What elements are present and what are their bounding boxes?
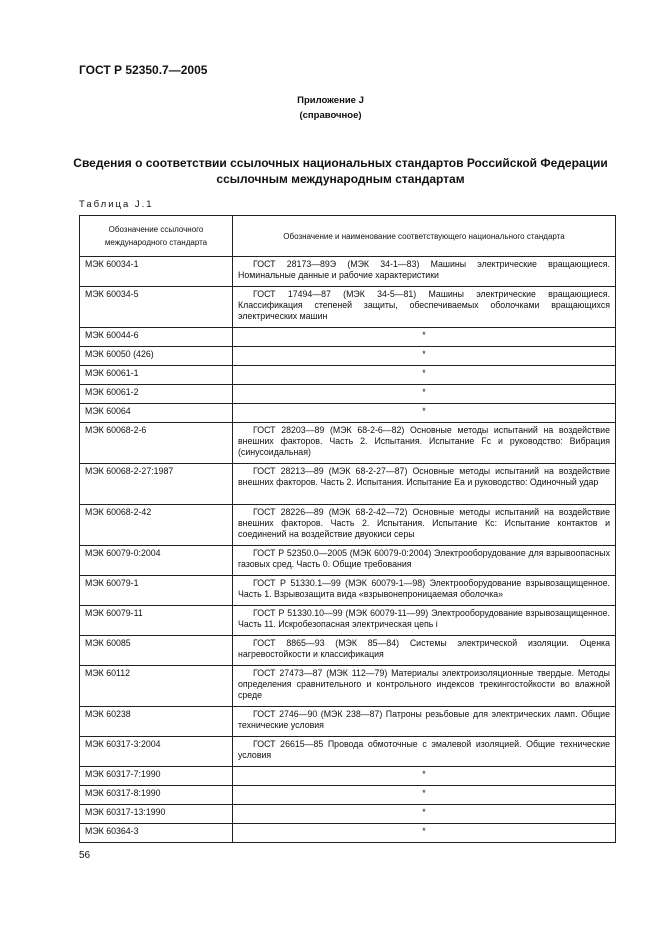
reference-table — [79, 215, 616, 843]
header-col1-line-1: Обозначение ссылочного — [108, 225, 204, 234]
table-row — [80, 328, 616, 347]
header-national-standard: Обозначение и наименование соответствующего национального стандарта — [233, 216, 616, 257]
section-title-line-1: Сведения о соответствии ссылочных национальных стандартов Российской Федерации — [73, 156, 608, 170]
section-title — [60, 155, 621, 187]
table-header-row — [80, 216, 616, 257]
national-standard: ГОСТ 28203—89 (МЭК 68-2-6—82) Основные методы испытаний на воздействие внешних факторов. Часть 2. Испытания. Испытание Fc и руководство: Вибрация (синусоидальная) — [233, 423, 616, 464]
table-row — [80, 423, 616, 464]
table-row — [80, 737, 616, 767]
national-standard: * — [233, 767, 616, 786]
table-row — [80, 805, 616, 824]
table-row — [80, 786, 616, 805]
national-standard: * — [233, 328, 616, 347]
national-standard: * — [233, 805, 616, 824]
national-standard: ГОСТ 8865—93 (МЭК 85—84) Системы электрической изоляции. Оценка нагревостойкости и классификация — [233, 636, 616, 666]
document-code: ГОСТ Р 52350.7—2005 — [79, 63, 208, 77]
national-standard: ГОСТ 27473—87 (МЭК 112—79) Материалы электроизоляционные твердые. Методы определения сравнительного и контрольного индексов трекингостойкости во влажной среде — [233, 666, 616, 707]
national-standard: ГОСТ Р 51330.10—99 (МЭК 60079-11—99) Электрооборудование взрывозащищенное. Часть 11. Искробезопасная электрическая цепь i — [233, 606, 616, 636]
international-code: МЭК 60317-3:2004 — [80, 737, 233, 767]
international-code: МЭК 60317-13:1990 — [80, 805, 233, 824]
international-code: МЭК 60068-2-27:1987 — [80, 464, 233, 505]
national-standard: * — [233, 786, 616, 805]
international-code: МЭК 60079-1 — [80, 576, 233, 606]
international-code: МЭК 60068-2-42 — [80, 505, 233, 546]
table-row — [80, 385, 616, 404]
table-row — [80, 606, 616, 636]
header-international-standard — [80, 216, 233, 257]
national-standard: ГОСТ 28226—89 (МЭК 68-2-42—72) Основные методы испытаний на воздействие внешних факторов. Часть 2. Испытания. Испытание Кс: Испытание контактов и соединений на воздействие двуокиси серы — [233, 505, 616, 546]
international-code: МЭК 60112 — [80, 666, 233, 707]
table-row — [80, 366, 616, 385]
table-row — [80, 636, 616, 666]
table-caption: Таблица J.1 — [79, 199, 154, 210]
international-code: МЭК 60238 — [80, 707, 233, 737]
national-standard: ГОСТ 17494—87 (МЭК 34-5—81) Машины электрические вращающиеся. Классификация степеней защиты, обеспечиваемых оболочками вращающихся электрических машин — [233, 287, 616, 328]
table-row — [80, 464, 616, 505]
international-code: МЭК 60064 — [80, 404, 233, 423]
table-row — [80, 666, 616, 707]
international-code: МЭК 60317-7:1990 — [80, 767, 233, 786]
table-row — [80, 505, 616, 546]
national-standard: * — [233, 366, 616, 385]
national-standard: * — [233, 824, 616, 843]
annex-heading — [0, 93, 661, 123]
national-standard: ГОСТ 28173—89Э (МЭК 34-1—83) Машины электрические вращающиеся. Номинальные данные и рабочие характеристики — [233, 257, 616, 287]
international-code: МЭК 60068-2-6 — [80, 423, 233, 464]
international-code: МЭК 60044-6 — [80, 328, 233, 347]
national-standard: * — [233, 347, 616, 366]
table-row — [80, 546, 616, 576]
international-code: МЭК 60079-11 — [80, 606, 233, 636]
national-standard: ГОСТ 28213—89 (МЭК 68-2-27—87) Основные методы испытаний на воздействие внешних факторов. Часть 2. Испытания. Испытание Еа и руководство: Одиночный удар — [233, 464, 616, 505]
page-number: 56 — [79, 850, 91, 861]
annex-subtitle: (справочное) — [299, 110, 362, 121]
international-code: МЭК 60061-2 — [80, 385, 233, 404]
table-row — [80, 404, 616, 423]
national-standard: ГОСТ 2746—90 (МЭК 238—87) Патроны резьбовые для электрических ламп. Общие технические условия — [233, 707, 616, 737]
international-code: МЭК 60034-5 — [80, 287, 233, 328]
table-row — [80, 576, 616, 606]
international-code: МЭК 60085 — [80, 636, 233, 666]
table-row — [80, 707, 616, 737]
international-code: МЭК 60034-1 — [80, 257, 233, 287]
national-standard: ГОСТ Р 51330.1—99 (МЭК 60079-1—98) Электрооборудование взрывозащищенное. Часть 1. Взрывозащита вида «взрывонепроницаемая оболочка» — [233, 576, 616, 606]
section-title-line-2: ссылочным международным стандартам — [216, 172, 465, 186]
national-standard: ГОСТ 26615—85 Провода обмоточные с эмалевой изоляцией. Общие технические условия — [233, 737, 616, 767]
national-standard: * — [233, 404, 616, 423]
international-code: МЭК 60364-3 — [80, 824, 233, 843]
international-code: МЭК 60317-8:1990 — [80, 786, 233, 805]
table-row — [80, 347, 616, 366]
annex-title: Приложение J — [297, 95, 364, 106]
table-row — [80, 287, 616, 328]
international-code: МЭК 60061-1 — [80, 366, 233, 385]
table-row — [80, 767, 616, 786]
international-code: МЭК 60079-0:2004 — [80, 546, 233, 576]
table-row — [80, 824, 616, 843]
international-code: МЭК 60050 (426) — [80, 347, 233, 366]
table-row — [80, 257, 616, 287]
header-col1-line-2: международного стандарта — [104, 238, 208, 247]
national-standard: * — [233, 385, 616, 404]
national-standard: ГОСТ Р 52350.0—2005 (МЭК 60079-0:2004) Электрооборудование для взрывоопасных газовых сред. Часть 0. Общие требования — [233, 546, 616, 576]
